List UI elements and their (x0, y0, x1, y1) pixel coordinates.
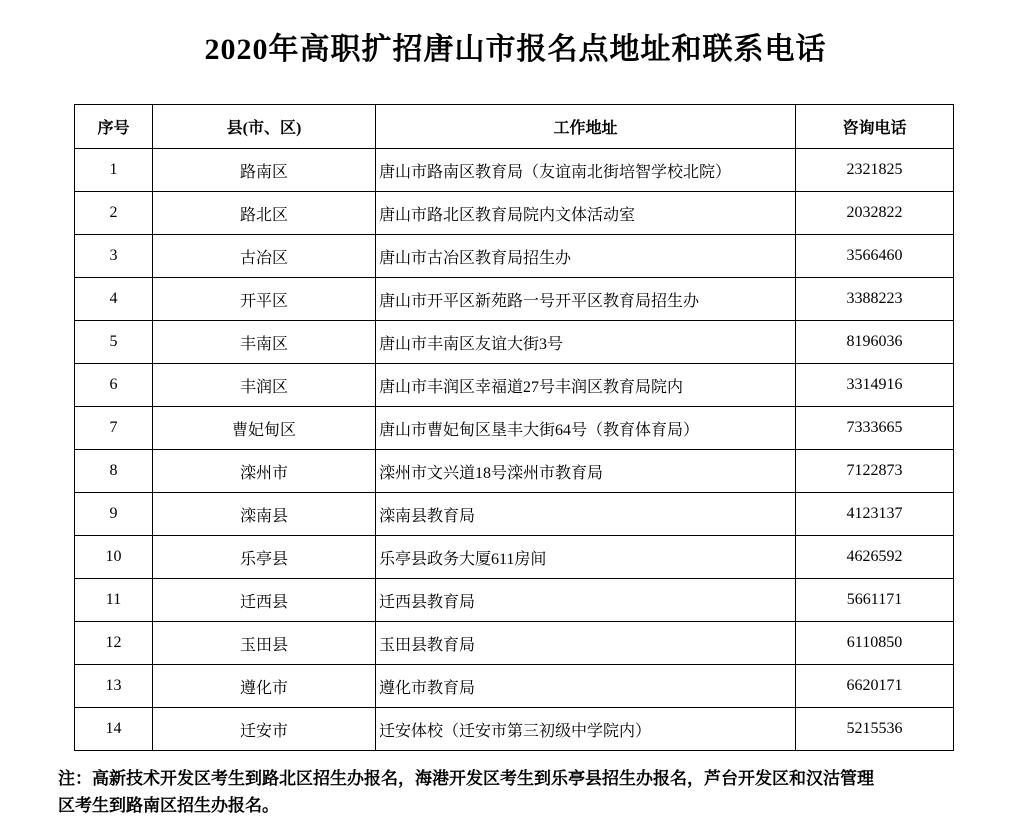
cell-index: 6 (75, 364, 153, 407)
cell-address: 唐山市路南区教育局（友谊南北街培智学校北院） (376, 149, 796, 192)
cell-phone: 6620171 (796, 665, 954, 708)
cell-address: 唐山市路北区教育局院内文体活动室 (376, 192, 796, 235)
cell-address: 唐山市曹妃甸区垦丰大街64号（教育体育局） (376, 407, 796, 450)
cell-district: 路南区 (153, 149, 376, 192)
table-row (75, 235, 954, 278)
table-row (75, 579, 954, 622)
table-row (75, 278, 954, 321)
cell-index: 1 (75, 149, 153, 192)
cell-index: 12 (75, 622, 153, 665)
header-index: 序号 (75, 105, 153, 149)
cell-address: 唐山市开平区新苑路一号开平区教育局招生办 (376, 278, 796, 321)
table-row (75, 665, 954, 708)
cell-phone: 3388223 (796, 278, 954, 321)
cell-district: 古冶区 (153, 235, 376, 278)
cell-phone: 5215536 (796, 708, 954, 751)
table-row (75, 149, 954, 192)
cell-district: 丰润区 (153, 364, 376, 407)
cell-phone: 7122873 (796, 450, 954, 493)
cell-index: 5 (75, 321, 153, 364)
cell-index: 2 (75, 192, 153, 235)
cell-district: 乐亭县 (153, 536, 376, 579)
table-row (75, 493, 954, 536)
cell-district: 迁西县 (153, 579, 376, 622)
cell-index: 11 (75, 579, 153, 622)
cell-address: 滦南县教育局 (376, 493, 796, 536)
cell-address: 唐山市古冶区教育局招生办 (376, 235, 796, 278)
cell-phone: 2032822 (796, 192, 954, 235)
table-row (75, 407, 954, 450)
cell-phone: 4123137 (796, 493, 954, 536)
header-phone: 咨询电话 (796, 105, 954, 149)
cell-address: 唐山市丰南区友谊大街3号 (376, 321, 796, 364)
cell-phone: 2321825 (796, 149, 954, 192)
cell-phone: 8196036 (796, 321, 954, 364)
table-row (75, 364, 954, 407)
footnote-line-1: 注：高新技术开发区考生到路北区招生办报名，海港开发区考生到乐亭县招生办报名，芦台开发区和汉沽管理 (58, 769, 874, 788)
cell-index: 13 (75, 665, 153, 708)
cell-phone: 6110850 (796, 622, 954, 665)
cell-phone: 3314916 (796, 364, 954, 407)
table-header-row (75, 105, 954, 149)
contact-table (74, 104, 954, 751)
cell-phone: 5661171 (796, 579, 954, 622)
cell-address: 唐山市丰润区幸福道27号丰润区教育局院内 (376, 364, 796, 407)
cell-address: 乐亭县政务大厦611房间 (376, 536, 796, 579)
cell-address: 迁安体校（迁安市第三初级中学院内） (376, 708, 796, 751)
cell-phone: 3566460 (796, 235, 954, 278)
table-body (75, 149, 954, 751)
cell-address: 滦州市文兴道18号滦州市教育局 (376, 450, 796, 493)
cell-district: 滦州市 (153, 450, 376, 493)
header-address: 工作地址 (376, 105, 796, 149)
cell-phone: 7333665 (796, 407, 954, 450)
cell-index: 10 (75, 536, 153, 579)
table-row (75, 708, 954, 751)
cell-district: 遵化市 (153, 665, 376, 708)
table-row (75, 622, 954, 665)
cell-phone: 4626592 (796, 536, 954, 579)
cell-index: 14 (75, 708, 153, 751)
cell-address: 遵化市教育局 (376, 665, 796, 708)
cell-index: 7 (75, 407, 153, 450)
cell-address: 迁西县教育局 (376, 579, 796, 622)
footnote (58, 765, 968, 819)
cell-district: 开平区 (153, 278, 376, 321)
cell-index: 3 (75, 235, 153, 278)
table-row (75, 321, 954, 364)
cell-index: 8 (75, 450, 153, 493)
cell-index: 9 (75, 493, 153, 536)
page-title: 2020年高职扩招唐山市报名点地址和联系电话 (204, 33, 827, 66)
cell-district: 迁安市 (153, 708, 376, 751)
cell-address: 玉田县教育局 (376, 622, 796, 665)
table-row (75, 192, 954, 235)
cell-district: 曹妃甸区 (153, 407, 376, 450)
cell-district: 路北区 (153, 192, 376, 235)
table-row (75, 536, 954, 579)
header-district: 县(市、区) (153, 105, 376, 149)
table-row (75, 450, 954, 493)
cell-district: 丰南区 (153, 321, 376, 364)
cell-district: 玉田县 (153, 622, 376, 665)
cell-index: 4 (75, 278, 153, 321)
cell-district: 滦南县 (153, 493, 376, 536)
footnote-line-2: 区考生到路南区招生办报名。 (58, 796, 279, 815)
